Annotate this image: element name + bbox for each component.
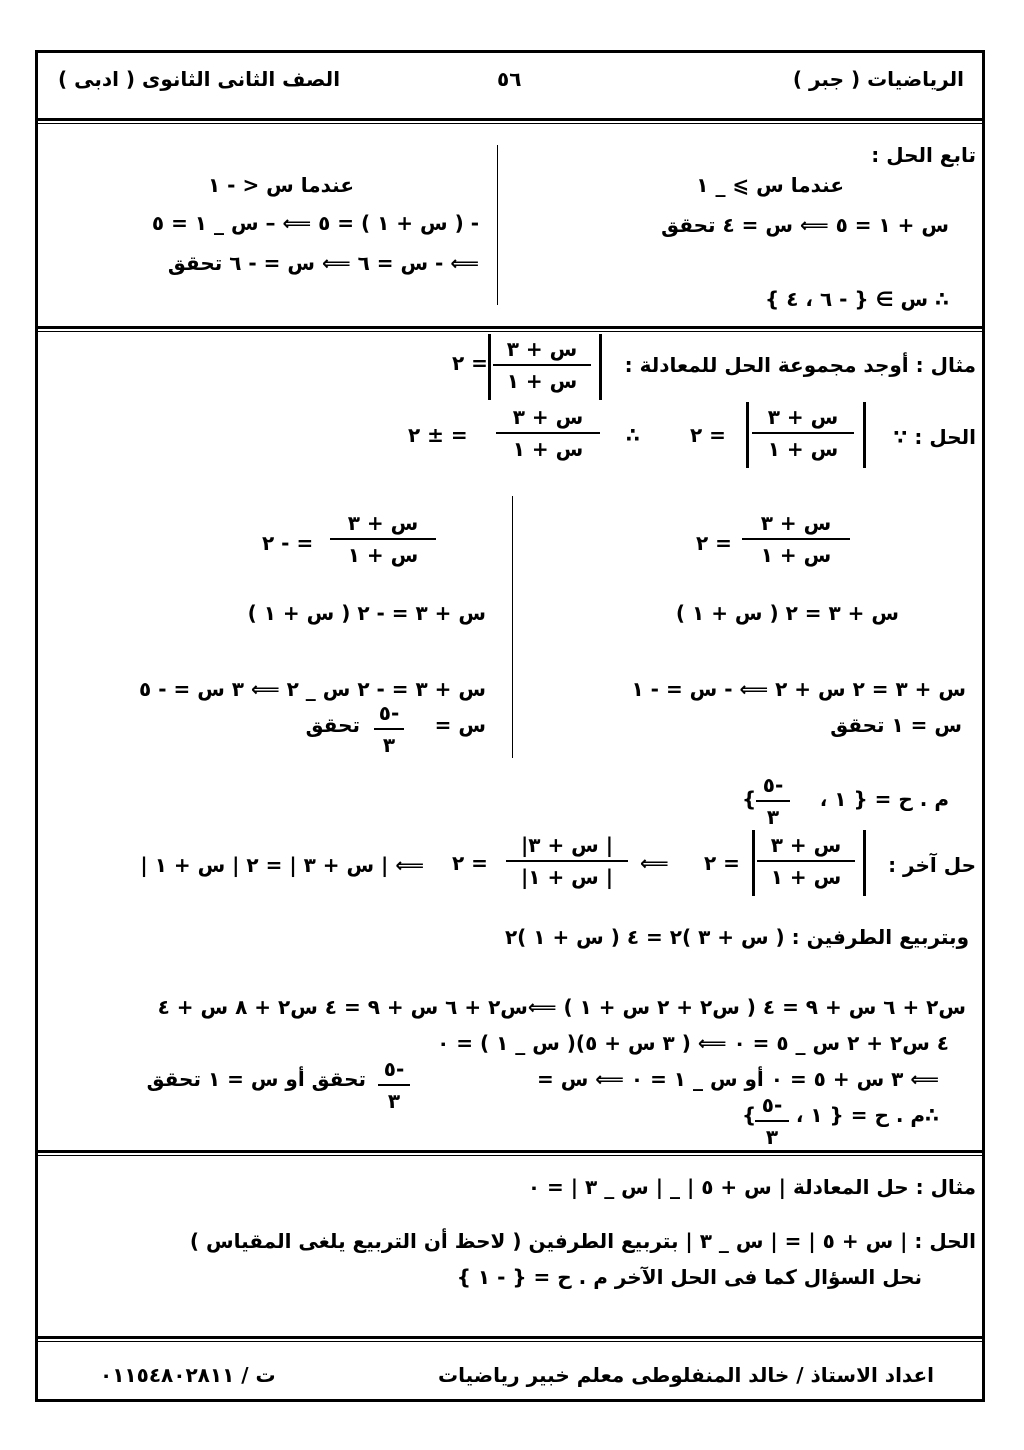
section-title: تابع الحل : (871, 143, 976, 167)
fraction-bar (506, 860, 628, 862)
fraction (506, 832, 628, 890)
header-grade: الصف الثانى الثانوى ( ادبى ) (58, 67, 341, 91)
denominator: ٣ (766, 805, 780, 829)
denominator: س + ١ (347, 543, 419, 567)
divider (38, 118, 982, 124)
alt-line1: س٢ + ٦ س + ٩ = ٤ ( س٢ + ٢ س + ١ ) ⟸س٢ + ٦ س + ٩ = ٤ س٢ + ٨ س + ٤ (157, 995, 966, 1019)
left-line4a: س = (434, 713, 486, 737)
left-line2: ⟸ - س = ٦ ⟸ س = - ٦ تحقق (167, 251, 479, 275)
right-case: عندما س ⩾ _ ١ (696, 173, 844, 197)
fraction (742, 510, 850, 568)
fraction-bar (330, 538, 436, 540)
divider (38, 1336, 982, 1342)
right-eq: = ٢ (696, 531, 732, 555)
numerator: -٥ (378, 701, 400, 725)
right-line2: س + ٣ = ٢ ( س + ١ ) (675, 601, 899, 625)
alt-line3b: تحقق أو س = ١ تحقق (146, 1067, 366, 1091)
numerator: س + ٣ (767, 405, 839, 429)
denominator: س + ١ (512, 437, 584, 461)
left-line2: س + ٣ = - ٢ ( س + ١ ) (247, 601, 486, 625)
alt-line3a: ⟸ ٣ س + ٥ = ٠ أو س _ ١ = ٠ ⟸ س = (536, 1067, 939, 1091)
numerator: س + ٣ (347, 511, 419, 535)
footer-phone: ت / ٠١١٥٤٨٠٢٨١١ (100, 1363, 276, 1387)
column-divider (497, 145, 498, 305)
implies-arrow: ⟸ (640, 851, 669, 875)
alt-eq: = ٢ (704, 851, 740, 875)
left-case: عندما س < - ١ (208, 173, 354, 197)
alt-eq: = ٢ (452, 851, 488, 875)
left-eq: = - ٢ (262, 531, 314, 555)
header-subject: الرياضيات ( جبر ) (792, 67, 964, 91)
numerator: س + ٣ (512, 405, 584, 429)
numerator: س + ٣ (760, 511, 832, 535)
solution-set-close: } (742, 787, 757, 811)
solution-set: م . ح = { ١ ، (819, 787, 949, 811)
alt-line2: ٤ س٢ + ٢ س _ ٥ = ٠ ⟸ ( ٣ س + ٥)( س _ ١ ) = ٠ (437, 1031, 949, 1055)
right-line1: س + ١ = ٥ ⟸ س = ٤ تحقق (661, 213, 949, 237)
alt-solution-set-close: } (742, 1103, 757, 1127)
denominator: س + ١ (770, 865, 842, 889)
fraction-bar (493, 364, 591, 366)
right-line4: س = ١ تحقق (830, 713, 962, 737)
fraction-bar (755, 1120, 789, 1122)
numerator: -٥ (761, 1093, 783, 1117)
right-solution-set: ∴ س ∋ { - ٦ ، ٤ } (765, 287, 949, 311)
example1-prompt: مثال : أوجد مجموعة الحل للمعادلة : (624, 353, 976, 377)
divider (38, 326, 982, 332)
denominator: ٣ (765, 1125, 779, 1149)
pm-rhs: = ± ٢ (408, 423, 468, 447)
alt-result: ⟸ | س + ٣ | = ٢ | س + ١ | (140, 853, 424, 877)
eq-rhs: = ٢ (690, 423, 726, 447)
fraction (496, 404, 600, 462)
example2-line1: الحل : | س + ٥ | = | س _ ٣ | بتربيع الطرفين ( لاحظ أن التربيع يلغى المقياس ) (189, 1229, 976, 1253)
numerator: -٥ (762, 773, 784, 797)
fraction (752, 404, 854, 462)
denominator: | س + ١| (520, 865, 614, 889)
fraction (493, 336, 591, 394)
fraction-bar (752, 432, 854, 434)
numerator: س + ٣ (770, 833, 842, 857)
fraction (330, 510, 436, 568)
example2-line2: نحل السؤال كما فى الحل الآخر م . ح = { - ١ } (456, 1265, 922, 1289)
denominator: ٣ (382, 733, 396, 757)
left-line3: س + ٣ = - ٢ س _ ٢ ⟸ ٣ س = - ٥ (139, 677, 486, 701)
left-line4b: تحقق (305, 713, 360, 737)
alt-label: حل آخر : (888, 853, 976, 877)
fraction-bar (756, 800, 790, 802)
denominator: س + ١ (767, 437, 839, 461)
fraction-bar (742, 538, 850, 540)
fraction-bar (378, 1084, 410, 1086)
fraction (374, 700, 404, 758)
fraction (755, 1092, 789, 1150)
example2-prompt: مثال : حل المعادلة | س + ٥ | _ | س _ ٣ | = ٠ (527, 1175, 976, 1199)
eq-rhs: = ٢ (452, 351, 488, 375)
fraction-bar (374, 728, 404, 730)
page-number: ٥٦ (497, 67, 522, 91)
fraction-bar (496, 432, 600, 434)
denominator: س + ١ (760, 543, 832, 567)
numerator: | س + ٣| (520, 833, 614, 857)
left-line1: - ( س + ١ ) = ٥ ⟸ – س _ ١ = ٥ (151, 211, 479, 235)
fraction (756, 772, 790, 830)
denominator: س + ١ (506, 369, 578, 393)
fraction (757, 832, 855, 890)
fraction-bar (757, 860, 855, 862)
divider (38, 1150, 982, 1156)
therefore-symbol: ∴ (626, 423, 640, 447)
alt-solution-set: ∴م . ح = { ١ ، (795, 1103, 939, 1127)
fraction (378, 1056, 410, 1114)
numerator: -٥ (383, 1057, 405, 1081)
squaring-line: وبتربيع الطرفين : ( س + ٣ )٢ = ٤ ( س + ١ )٢ (504, 925, 969, 949)
column-divider (512, 496, 513, 758)
denominator: ٣ (387, 1089, 401, 1113)
numerator: س + ٣ (506, 337, 578, 361)
right-line3: س + ٣ = ٢ س + ٢ ⟸ - س = - ١ (631, 677, 966, 701)
solution-label: الحل : ∵ (893, 425, 976, 449)
footer-author: اعداد الاستاذ / خالد المنفلوطى معلم خبير رياضيات (437, 1363, 934, 1387)
